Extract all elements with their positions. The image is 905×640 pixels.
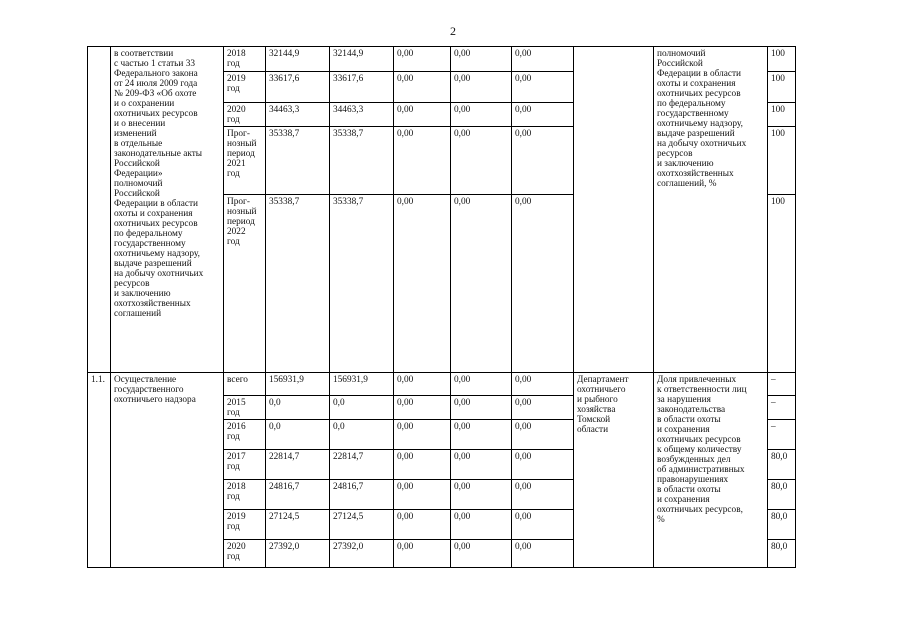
total-amount-cell: 35338,7	[266, 127, 330, 195]
other-sources-cell: 0,00	[512, 195, 574, 373]
page-number: 2	[450, 24, 456, 38]
local-budget-cell: 0,00	[451, 72, 512, 103]
indicator-value-cell: 100	[768, 195, 796, 373]
federal-budget-cell: 22814,7	[330, 450, 394, 480]
regional-budget-cell: 0,00	[394, 72, 451, 103]
total-amount-cell: 0,0	[266, 420, 330, 450]
other-sources-cell: 0,00	[512, 127, 574, 195]
year-cell: 2015 год	[224, 396, 266, 420]
indicator-value-cell: –	[768, 420, 796, 450]
regional-budget-cell: 0,00	[394, 480, 451, 510]
measure-name-cell: Осуществление государственного охотничьего надзора	[111, 373, 224, 568]
regional-budget-cell: 0,00	[394, 420, 451, 450]
total-amount-cell: 27392,0	[266, 540, 330, 568]
total-amount-cell: 24816,7	[266, 480, 330, 510]
federal-budget-cell: 35338,7	[330, 127, 394, 195]
year-cell: 2020 год	[224, 103, 266, 127]
total-amount-cell: 0,0	[266, 396, 330, 420]
row-number-cell: 1.1.	[88, 373, 111, 568]
total-amount-cell: 32144,9	[266, 47, 330, 72]
regional-budget-cell: 0,00	[394, 396, 451, 420]
regional-budget-cell: 0,00	[394, 450, 451, 480]
indicator-value-cell: 100	[768, 103, 796, 127]
year-cell: 2019 год	[224, 72, 266, 103]
row-number-cell	[88, 47, 111, 373]
regional-budget-cell: 0,00	[394, 127, 451, 195]
local-budget-cell: 0,00	[451, 103, 512, 127]
other-sources-cell: 0,00	[512, 420, 574, 450]
indicator-name-cell: Доля привлеченных к ответственности лиц за нарушения законодательства в области охоты и сохранения охотничьих ресурсов к общему количеству возбужденных дел об административных правонарушениях в области охоты и сохранения охотничьих ресурсов, %	[654, 373, 768, 568]
responsible-department-cell: Департамент охотничьего и рыбного хозяйства Томской области	[574, 373, 654, 568]
year-cell: 2018 год	[224, 47, 266, 72]
program-table	[87, 46, 796, 568]
local-budget-cell: 0,00	[451, 540, 512, 568]
year-cell: Прог- нозный период 2022 год	[224, 195, 266, 373]
measure-name-cell: в соответствии с частью 1 статьи 33 Федерального закона от 24 июля 2009 года № 209-ФЗ «Об охоте и о сохранении охотничьих ресурсов и о внесении изменений в отдельные законодательные акты Российской Федерации» полномочий Российской Федерации в области охоты и сохранения охотничьих ресурсов по федеральному государственному охотничьему надзору, выдаче разрешений на добычу охотничьих ресурсов и заключению охотхозяйственных соглашений	[111, 47, 224, 373]
total-amount-cell: 156931,9	[266, 373, 330, 396]
regional-budget-cell: 0,00	[394, 103, 451, 127]
indicator-value-cell: 100	[768, 127, 796, 195]
responsible-department-cell	[574, 47, 654, 373]
federal-budget-cell: 0,0	[330, 396, 394, 420]
other-sources-cell: 0,00	[512, 103, 574, 127]
other-sources-cell: 0,00	[512, 72, 574, 103]
federal-budget-cell: 34463,3	[330, 103, 394, 127]
total-amount-cell: 34463,3	[266, 103, 330, 127]
local-budget-cell: 0,00	[451, 396, 512, 420]
federal-budget-cell: 156931,9	[330, 373, 394, 396]
other-sources-cell: 0,00	[512, 540, 574, 568]
total-amount-cell: 27124,5	[266, 510, 330, 540]
federal-budget-cell: 27124,5	[330, 510, 394, 540]
indicator-value-cell: –	[768, 396, 796, 420]
table-row	[88, 47, 796, 72]
federal-budget-cell: 32144,9	[330, 47, 394, 72]
other-sources-cell: 0,00	[512, 450, 574, 480]
indicator-value-cell: –	[768, 373, 796, 396]
indicator-value-cell: 80,0	[768, 540, 796, 568]
indicator-value-cell: 80,0	[768, 510, 796, 540]
indicator-value-cell: 100	[768, 47, 796, 72]
year-cell: 2017 год	[224, 450, 266, 480]
year-cell: 2020 год	[224, 540, 266, 568]
regional-budget-cell: 0,00	[394, 195, 451, 373]
other-sources-cell: 0,00	[512, 480, 574, 510]
local-budget-cell: 0,00	[451, 127, 512, 195]
total-amount-cell: 22814,7	[266, 450, 330, 480]
local-budget-cell: 0,00	[451, 480, 512, 510]
local-budget-cell: 0,00	[451, 47, 512, 72]
total-amount-cell: 35338,7	[266, 195, 330, 373]
other-sources-cell: 0,00	[512, 373, 574, 396]
federal-budget-cell: 33617,6	[330, 72, 394, 103]
year-cell: 2019 год	[224, 510, 266, 540]
year-cell: 2016 год	[224, 420, 266, 450]
table-row	[88, 373, 796, 396]
federal-budget-cell: 35338,7	[330, 195, 394, 373]
regional-budget-cell: 0,00	[394, 510, 451, 540]
indicator-name-cell: полномочий Российской Федерации в области охоты и сохранения охотничьих ресурсов по федеральному государственному охотничьему надзору, выдаче разрешений на добычу охотничьих ресурсов и заключению охотхозяйственных соглашений, %	[654, 47, 768, 373]
regional-budget-cell: 0,00	[394, 540, 451, 568]
local-budget-cell: 0,00	[451, 195, 512, 373]
total-amount-cell: 33617,6	[266, 72, 330, 103]
other-sources-cell: 0,00	[512, 47, 574, 72]
regional-budget-cell: 0,00	[394, 373, 451, 396]
federal-budget-cell: 0,0	[330, 420, 394, 450]
year-cell: 2018 год	[224, 480, 266, 510]
regional-budget-cell: 0,00	[394, 47, 451, 72]
local-budget-cell: 0,00	[451, 450, 512, 480]
other-sources-cell: 0,00	[512, 396, 574, 420]
local-budget-cell: 0,00	[451, 420, 512, 450]
federal-budget-cell: 27392,0	[330, 540, 394, 568]
local-budget-cell: 0,00	[451, 510, 512, 540]
year-cell: всего	[224, 373, 266, 396]
federal-budget-cell: 24816,7	[330, 480, 394, 510]
indicator-value-cell: 80,0	[768, 450, 796, 480]
indicator-value-cell: 80,0	[768, 480, 796, 510]
year-cell: Прог- нозный период 2021 год	[224, 127, 266, 195]
other-sources-cell: 0,00	[512, 510, 574, 540]
indicator-value-cell: 100	[768, 72, 796, 103]
local-budget-cell: 0,00	[451, 373, 512, 396]
